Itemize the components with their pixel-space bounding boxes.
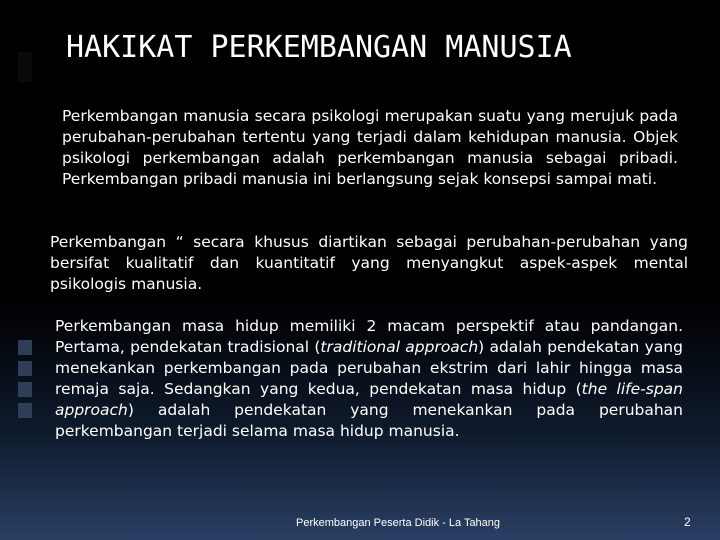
paragraph-3 bbox=[55, 316, 683, 442]
page-number: 2 bbox=[684, 515, 691, 529]
side-decoration-block bbox=[18, 403, 32, 418]
paragraph-3-text: Perkembangan masa hidup memiliki 2 macam perspektif atau pandangan. Pertama, pendekatan tradisional ( bbox=[55, 317, 683, 356]
side-decoration-block bbox=[18, 340, 32, 355]
paragraph-3-text: ) adalah pendekatan yang menekankan perkembangan pada perubahan ekstrim dari lahir hingga masa remaja saja. Sedangkan yang kedua, pendekatan masa hidup ( bbox=[55, 338, 683, 398]
side-decoration-block bbox=[18, 361, 32, 376]
paragraph-3-italic-term: traditional approach bbox=[320, 338, 479, 356]
paragraph-1: Perkembangan manusia secara psikologi merupakan suatu yang merujuk pada perubahan-perubahan tertentu yang terjadi dalam kehidupan manusia. Objek psikologi perkembangan adalah perkembangan manusia sebagai pribadi. Perkembangan pribadi manusia ini berlangsung sejak konsepsi sampai mati. bbox=[62, 107, 678, 188]
slide-title: HAKIKAT PERKEMBANGAN MANUSIA bbox=[66, 30, 572, 65]
slide-footer: Perkembangan Peserta Didik - La Tahang bbox=[296, 517, 501, 529]
side-decoration bbox=[18, 340, 32, 424]
title-marker bbox=[18, 52, 32, 82]
paragraph-2: Perkembangan “ secara khusus diartikan sebagai perubahan-perubahan yang bersifat kualitatif dan kuantitatif yang menyangkut aspek-aspek mental psikologis manusia. bbox=[50, 233, 688, 293]
side-decoration-block bbox=[18, 382, 32, 397]
paragraph-3-text: ) adalah pendekatan yang menekankan pada perubahan perkembangan terjadi selama masa hidup manusia. bbox=[55, 401, 683, 440]
paragraph-3-italic-term: the life-span approach bbox=[55, 380, 683, 419]
